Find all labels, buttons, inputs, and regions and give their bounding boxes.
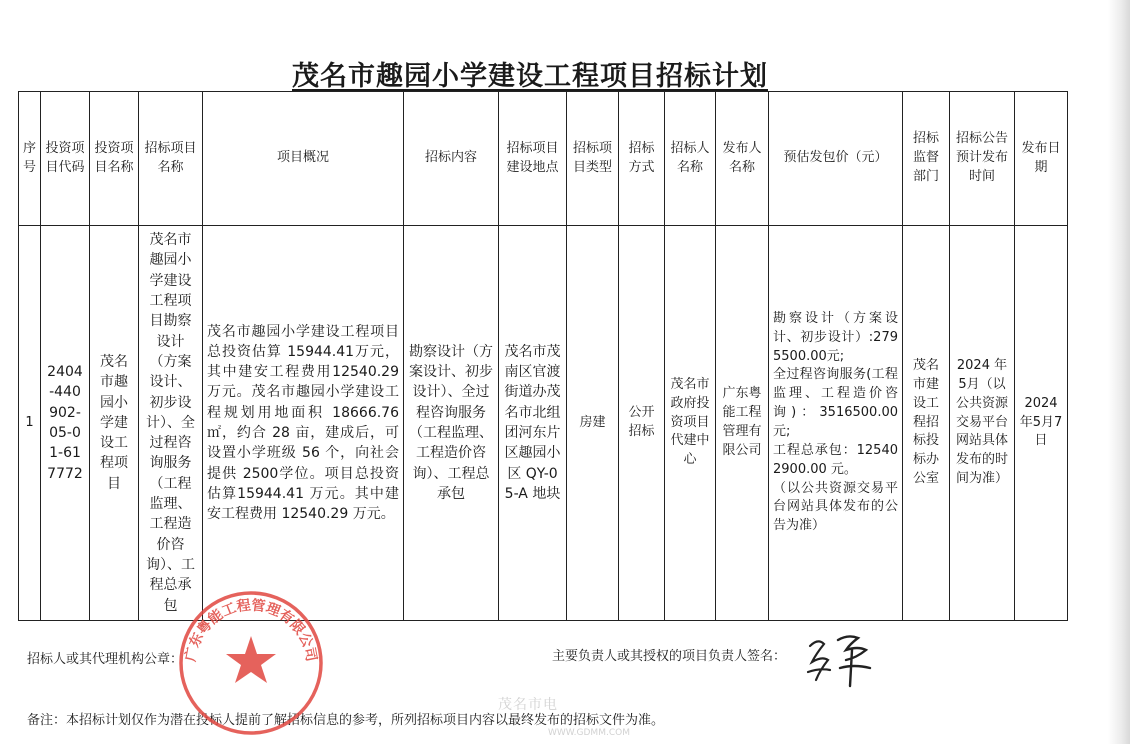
cell-price [769,226,903,621]
header-publish-date: 发布日期 [1015,92,1068,226]
footnote: 备注：本招标计划仅作为潜在投标人提前了解招标信息的参考，所列招标项目内容以最终发布的招标文件为准。 [27,713,665,728]
cell-announce-time: 2024 年5月（以公共资源交易平台网站具体发布的时间为准） [950,226,1015,621]
header-method: 招标方式 [619,92,665,226]
cell-method: 公开招标 [619,226,665,621]
stamp-label: 招标人或其代理机构公章： [27,652,184,667]
price-line: （以公共资源交易平台网站具体发布的公告为准） [773,480,898,534]
cell-overview: 茂名市趣园小学建设工程项目总投资估算 15944.41万元，其中建安工程费用12540.29 万元。茂名市趣园小学建设工程规划用地面积 18666.76 ㎡，约合 28 亩，建成后，可设置小学班级 56 个，向社会提供 2500学位。项目总投资估算15944.41 万元。其中建安工程费用 12540.29 万元。 [203,226,404,621]
cell-seq: 1 [19,226,41,621]
cell-supervisor: 茂名市建设工程招标投标办公室 [903,226,950,621]
cell-tenderer: 茂名市政府投资项目代建中心 [665,226,716,621]
cell-type: 房建 [567,226,619,621]
price-line: 全过程咨询服务(工程监理、工程造价咨询)：3516500.00元; [773,367,898,439]
table-header-row [19,92,1068,226]
header-project-name: 投资项目名称 [90,92,139,226]
header-supervisor: 招标监督部门 [903,92,950,226]
document-title: 茂名市趣园小学建设工程项目招标计划 [292,61,768,92]
cell-project-name: 茂名市趣园小学建设工程项目 [90,226,139,621]
header-code: 投资项目代码 [41,92,90,226]
watermark: 茂名市电 [498,697,558,713]
cell-content: 勘察设计（方案设计、初步设计）、全过程咨询服务（工程监理、工程造价咨询）、工程总承包 [404,226,499,621]
header-bid-name: 招标项目名称 [139,92,203,226]
watermark-url: WWW.GDMM.COM [548,728,630,738]
header-tenderer: 招标人名称 [665,92,716,226]
header-content: 招标内容 [404,92,499,226]
handwritten-signature-icon [800,628,880,690]
cell-location: 茂名市茂南区官渡街道办茂名市北组团河东片区趣园小区 QY-05-A 地块 [499,226,567,621]
cell-bid-name: 茂名市趣园小学建设工程项目勘察设计（方案设计、初步设计）、全过程咨询服务（工程监理、工程造价咨询）、工程总承包 [139,226,203,621]
seal-text: 广东粤能工程管理有限公司 [182,597,320,663]
company-seal-icon [176,588,326,738]
table-row [19,226,1068,621]
signature-label: 主要负责人或其授权的项目负责人签名： [552,649,787,664]
header-type: 招标项目类型 [567,92,619,226]
price-line: 勘察设计（方案设计、初步设计）:2795500.00元; [773,310,898,364]
header-price: 预估发包价（元） [769,92,903,226]
header-overview: 项目概况 [203,92,404,226]
price-line: 工程总承包：125402900.00 元。 [773,442,898,477]
header-announce-time: 招标公告预计发布时间 [950,92,1015,226]
cell-publisher: 广东粤能工程管理有限公司 [716,226,769,621]
header-location: 招标项目建设地点 [499,92,567,226]
header-publisher: 发布人名称 [716,92,769,226]
cell-code: 2404-440902-05-01-617772 [41,226,90,621]
scan-shadow-edge [1108,0,1130,744]
header-seq: 序号 [19,92,41,226]
bidding-plan-table [18,91,1068,621]
cell-publish-date: 2024年5月7日 [1015,226,1068,621]
